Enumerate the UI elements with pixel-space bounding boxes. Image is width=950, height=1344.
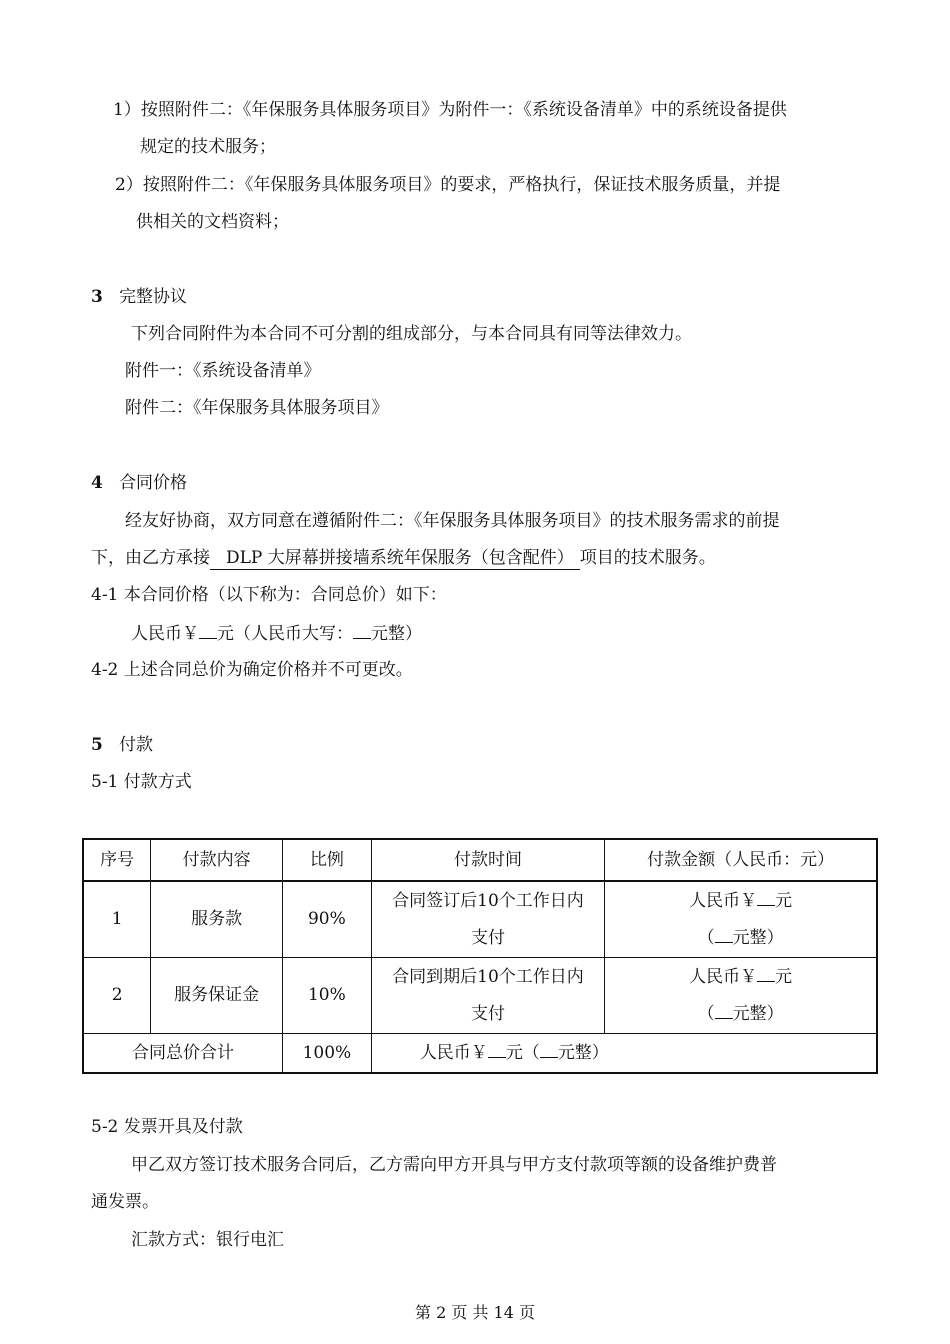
table-total-row — [83, 1034, 877, 1074]
amount-suffix: 元整） — [371, 624, 422, 644]
row-time-line-1: 合同到期后10个工作日内 — [392, 966, 584, 987]
row-time-line-2: 支付 — [470, 927, 505, 948]
header-ratio: 比例 — [282, 839, 371, 881]
table-header-row — [83, 839, 877, 881]
amount-blank — [757, 965, 775, 982]
row-amount — [605, 881, 877, 958]
amount-prefix: 人民币￥ — [131, 624, 199, 644]
amount-blank — [757, 889, 775, 906]
total-amount-suffix: 元整） — [557, 1042, 609, 1063]
header-time: 付款时间 — [371, 839, 604, 881]
row-time — [371, 958, 604, 1034]
item-2-line-1: 2）按照附件二：《年保服务具体服务项目》的要求，严格执行，保证技术服务质量，并提 — [115, 175, 781, 195]
amount-uppercase-blank — [715, 926, 733, 943]
section-4-title: 合同价格 — [119, 473, 188, 493]
payment-table — [82, 838, 878, 1074]
total-amount-unit: 元（ — [505, 1042, 540, 1063]
clause-5-2-text-line-2: 通发票。 — [91, 1192, 159, 1212]
total-amount — [371, 1034, 877, 1074]
row-amount-line-1 — [605, 959, 876, 996]
section-3-title: 完整协议 — [119, 287, 188, 307]
row-time-line-2: 支付 — [470, 1003, 505, 1024]
amount-prefix: 人民币￥ — [689, 966, 758, 987]
section-4-text-line-2 — [91, 547, 716, 570]
page-footer: 第 2 页 共 14 页 — [415, 1303, 535, 1322]
contract-amount-line — [131, 622, 422, 645]
row-content: 服务款 — [151, 881, 283, 958]
annex-1: 附件一：《系统设备清单》 — [125, 361, 321, 381]
row-amount-line-2 — [605, 920, 876, 957]
row-amount — [605, 958, 877, 1034]
section-4-number: 4 — [91, 473, 103, 493]
total-amount-blank — [488, 1041, 506, 1058]
clause-4-1: 4-1 本合同价格（以下称为：合同总价）如下： — [91, 585, 447, 605]
clause-5-2: 5-2 发票开具及付款 — [91, 1117, 243, 1137]
section-3-text: 下列合同附件为本合同不可分割的组成部分，与本合同具有同等法律效力。 — [131, 324, 692, 344]
amount-suffix: 元整） — [732, 927, 784, 948]
item-1-line-2: 规定的技术服务； — [140, 137, 276, 157]
amount-uppercase-blank — [715, 1002, 733, 1019]
section-5-heading — [91, 734, 153, 756]
row-time — [371, 881, 604, 958]
header-amount: 付款金额（人民币：元） — [605, 839, 877, 881]
amount-unit: 元 — [775, 890, 793, 911]
total-label: 合同总价合计 — [83, 1034, 282, 1074]
row-ratio: 10% — [282, 958, 371, 1034]
table-row — [83, 958, 877, 1034]
amount-blank — [199, 622, 217, 639]
section-5-number: 5 — [91, 735, 103, 755]
amount-paren: （ — [697, 927, 715, 948]
section-3-heading — [91, 286, 187, 308]
row-amount-line-1 — [605, 883, 876, 920]
clause-5-1: 5-1 付款方式 — [91, 772, 192, 792]
table-row — [83, 881, 877, 958]
total-ratio: 100% — [282, 1034, 371, 1074]
amount-suffix: 元整） — [732, 1003, 784, 1024]
amount-paren: （ — [697, 1003, 715, 1024]
section-3-number: 3 — [91, 287, 103, 307]
section-5-title: 付款 — [119, 735, 154, 755]
section-4-suffix: 项目的技术服务。 — [579, 548, 716, 568]
item-1-line-1: 1）按照附件二：《年保服务具体服务项目》为附件一：《系统设备清单》中的系统设备提供 — [113, 100, 787, 120]
amount-unit: 元 — [775, 966, 793, 987]
row-ratio: 90% — [282, 881, 371, 958]
row-time-line-1: 合同签订后10个工作日内 — [392, 890, 584, 911]
row-content: 服务保证金 — [151, 958, 283, 1034]
total-uppercase-blank — [540, 1041, 558, 1058]
item-2-line-2: 供相关的文档资料； — [136, 212, 289, 232]
section-4-prefix: 下，由乙方承接 — [91, 548, 210, 568]
amount-uppercase-label: 元（人民币大写： — [217, 624, 353, 644]
total-amount-prefix: 人民币￥ — [419, 1042, 488, 1063]
clause-4-2: 4-2 上述合同总价为确定价格并不可更改。 — [91, 660, 413, 680]
amount-uppercase-blank — [353, 622, 371, 639]
amount-prefix: 人民币￥ — [689, 890, 758, 911]
section-4-text-line-1: 经友好协商，双方同意在遵循附件二：《年保服务具体服务项目》的技术服务需求的前提 — [125, 511, 780, 531]
project-name: DLP 大屏幕拼接墙系统年保服务（包含配件） — [210, 547, 580, 570]
row-amount-line-2 — [605, 996, 876, 1033]
header-content: 付款内容 — [151, 839, 283, 881]
annex-2: 附件二：《年保服务具体服务项目》 — [125, 398, 389, 418]
clause-5-2-text-line-1: 甲乙双方签订技术服务合同后，乙方需向甲方开具与甲方支付款项等额的设备维护费普 — [131, 1155, 777, 1175]
remittance-method: 汇款方式：银行电汇 — [131, 1230, 284, 1250]
header-no: 序号 — [83, 839, 151, 881]
row-no: 1 — [83, 881, 151, 958]
section-4-heading — [91, 472, 187, 494]
row-no: 2 — [83, 958, 151, 1034]
